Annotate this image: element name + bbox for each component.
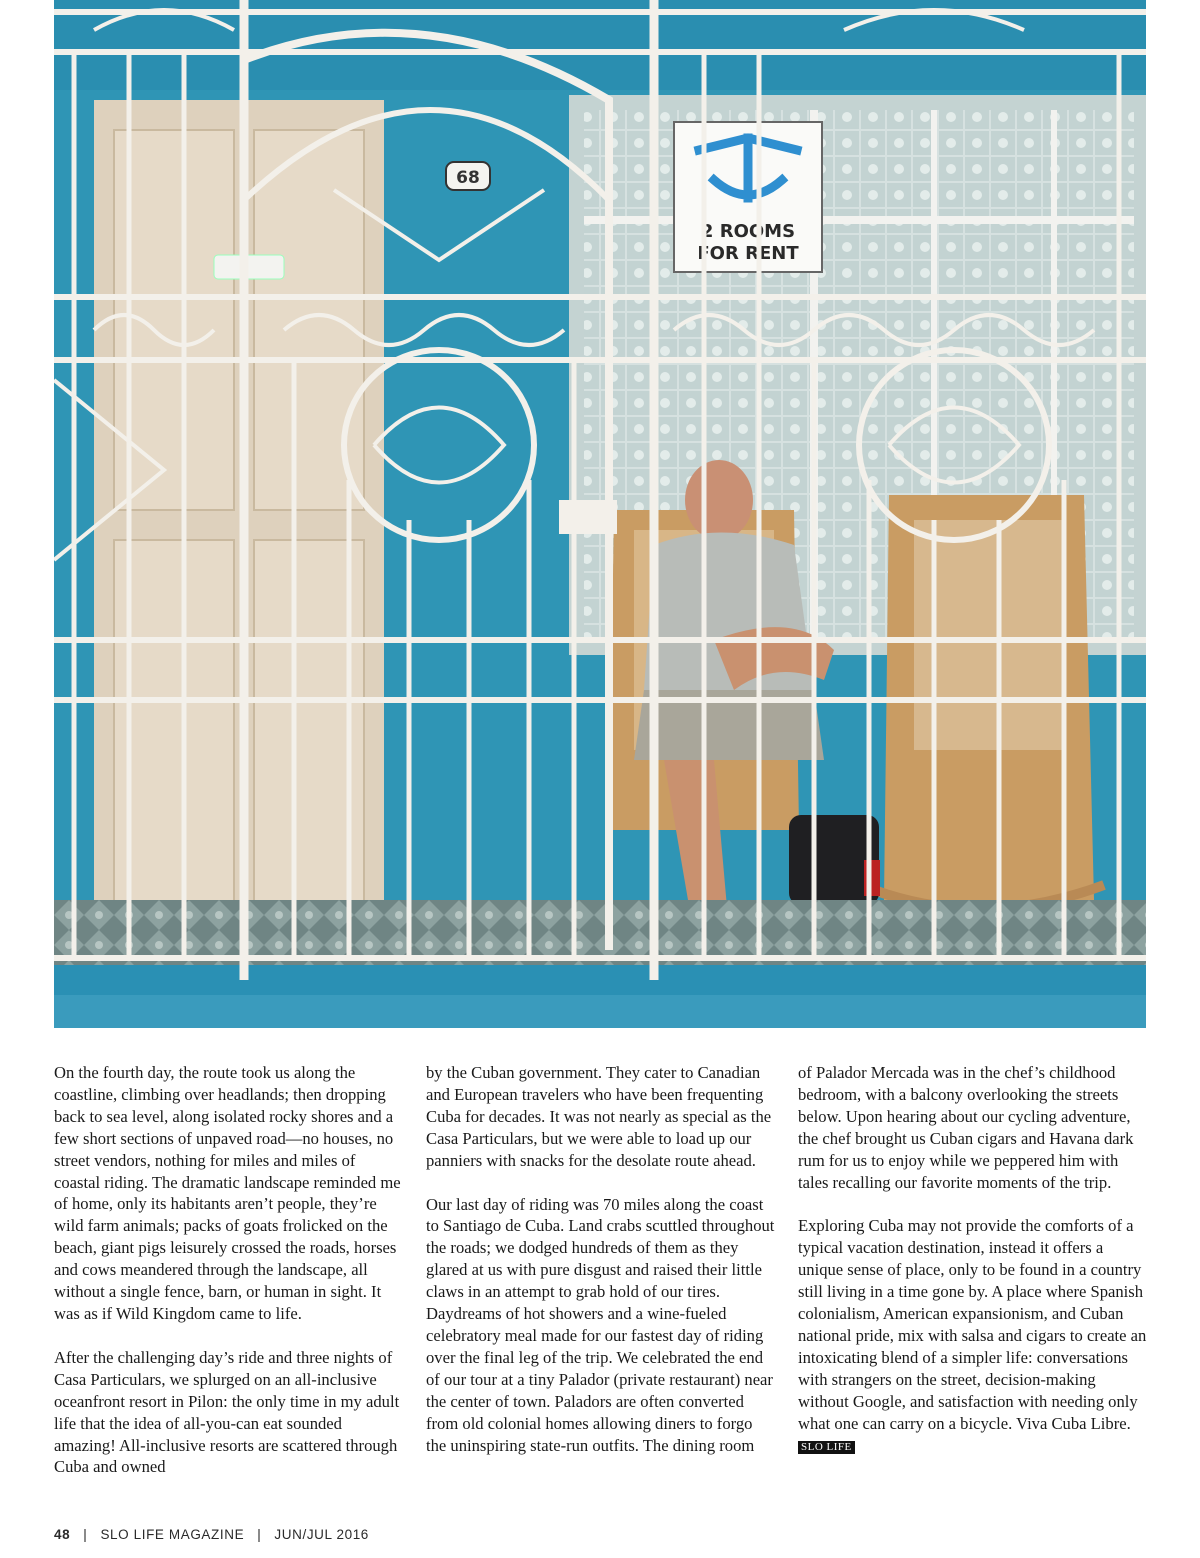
column2-paragraph-2: Our last day of riding was 70 miles along the coast to Santiago de Cuba. Land crabs scuttled throughout the roads; we dodged hundreds of them as they glared at us with pure disgust and raised their little claws in an attempt to grab hold of our tires. Daydreams of hot showers and a wine-fueled celebratory meal made for our fastest day of riding over the final leg of the trip. We celebrated the end of our tour at a tiny Palador (private restaurant) near the center of town. Paladors are often converted from old colonial homes allowing diners to forgo the uninspiring state-run outfits. The dining room [426, 1194, 775, 1455]
photo-illustration [54, 0, 1146, 1028]
column2-paragraph-1: by the Cuban government. They cater to Canadian and European travelers who have been frequenting Cuba for decades. It was not nearly as special as the Casa Particulars, but we were able to load up our panniers with snacks for the desolate route ahead. [426, 1063, 772, 1170]
sign-line-1: 2 ROOMS [700, 221, 796, 242]
house-number-plaque [446, 162, 490, 190]
column1-paragraph-1: On the fourth day, the route took us along the coastline, climbing over headlands; then dropping back to sea level, along isolated rocky shores and a few short sections of unpaved road—no houses, no street vendors, nothing for miles and miles of coastal riding. The dramatic landscape reminded me of home, only its habitants aren’t people, they’re wild farm animals; packs of goats frolicked on the beach, giant pigs leisurely crossed the roads, horses and cows meandered through the landscape, all without a single fence, barn, or human in sight. It was as if Wild Kingdom came to life. [54, 1063, 401, 1323]
column3-paragraph-2-text: Exploring Cuba may not provide the comforts of a typical vacation destination, instead it offers a unique sense of place, only to be found in a country still living in a time gone by. A place where Spanish colonialism, American expansionism, and Cuban national pride, mix with salsa and cigars to create an intoxicating blend of a simpler life: conversations with strangers on the street, decision-making without Google, and satisfaction with needing only what one can carry on a bicycle. Viva Cuba Libre. [798, 1216, 1147, 1433]
soda-can [864, 860, 880, 896]
issue-date: JUN/JUL 2016 [274, 1527, 369, 1542]
hero-photo [54, 0, 1146, 1028]
footer-separator-1: | [83, 1527, 88, 1542]
sign-line-2: FOR RENT [697, 243, 799, 264]
article-column-1 [54, 1062, 404, 1500]
end-mark: SLO LIFE [798, 1441, 855, 1454]
column1-paragraph-2: After the challenging day’s ride and three nights of Casa Particulars, we splurged on an all-inclusive oceanfront resort in Pilon: the only time in my adult life that the idea of all-you-can eat sounded amazing! All-inclusive resorts are scattered through Cuba and owned [54, 1347, 400, 1477]
footer-separator-2: | [257, 1527, 262, 1542]
gate-latch [559, 500, 617, 534]
magazine-name: SLO LIFE MAGAZINE [100, 1527, 245, 1542]
house-number-text: 68 [456, 168, 480, 188]
column3-paragraph-2 [798, 1215, 1148, 1456]
column3-paragraph-1: of Palador Mercada was in the chef’s childhood bedroom, with a balcony overlooking the streets below. Upon hearing about our cycling adventure, the chef brought us Cuban cigars and Havana dark rum for us to enjoy while we peppered him with tales recalling our favorite moments of the trip. [798, 1063, 1134, 1192]
wooden-door [94, 100, 384, 960]
rent-sign [674, 122, 822, 272]
article-column-3 [798, 1062, 1148, 1478]
page-footer [54, 1527, 369, 1542]
page-number: 48 [54, 1527, 71, 1542]
article-column-2 [426, 1062, 776, 1478]
